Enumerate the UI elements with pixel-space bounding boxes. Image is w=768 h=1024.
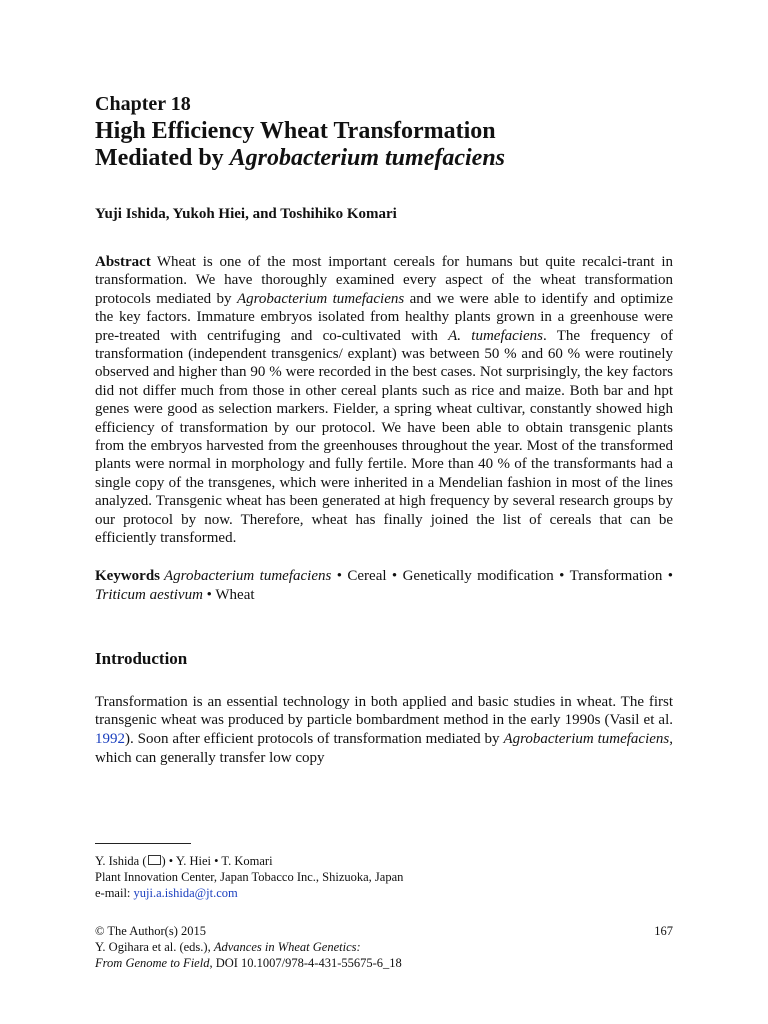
copyright: © The Author(s) 2015 (95, 924, 206, 938)
email-label: e-mail: (95, 886, 134, 900)
abstract-label: Abstract (95, 254, 151, 270)
page-content (95, 92, 673, 767)
footer-citation-line-1 (95, 939, 673, 955)
title-line-2 (95, 145, 673, 172)
footer-editors: Y. Ogihara et al. (eds.), (95, 940, 214, 954)
author-footnote (95, 853, 673, 901)
chapter-number: Chapter 18 (95, 93, 191, 115)
title-line-2-italic: Agrobacterium tumefaciens (229, 145, 506, 171)
intro-text-3: , which can generally transfer low copy (95, 730, 673, 766)
intro-text-1: Transformation is an essential technology in both applied and basic studies in wheat. The first transgenic wheat was produced by particle bombardment method in the early 1990s (Vasil et al. (95, 693, 673, 729)
footnote-affiliation: Plant Innovation Center, Japan Tobacco Inc., Shizuoka, Japan (95, 870, 404, 884)
section-heading-introduction: Introduction (95, 648, 188, 668)
intro-text-2: ). Soon after efficient protocols of transformation mediated by (125, 730, 504, 747)
footer-book-title-1: Advances in Wheat Genetics: (213, 940, 361, 954)
intro-italic-1: Agrobacterium tumefaciens (503, 730, 670, 747)
author-list: Yuji Ishida, Yukoh Hiei, and Toshihiko Komari (95, 206, 397, 222)
footer-doi: , DOI 10.1007/978-4-431-55675-6_18 (209, 956, 402, 970)
introduction-paragraph (95, 693, 673, 768)
email-link[interactable]: yuji.a.ishida@jt.com (133, 886, 238, 900)
footnote-author-rest: ) • Y. Hiei • T. Komari (161, 854, 273, 868)
abstract-text-1: Wheat is one of the most important cereals for humans but quite recalci-trant in transformation. We have thoroughly examined every aspect of the wheat transformation protocols mediated by (95, 254, 673, 307)
title-line-2-prefix: Mediated by (95, 145, 230, 171)
footer-row-1 (95, 923, 673, 939)
envelope-icon (148, 855, 161, 865)
footer-citation-line-2 (95, 955, 673, 971)
abstract-text-2: and we were able to identify and optimize the key factors. Immature embryos isolated from healthy plants grown in a greenhouse were pre-treated with centrifuging and co-cultivated with (95, 290, 673, 344)
keywords-label: Keywords (95, 567, 160, 584)
citation-link[interactable]: 1992 (95, 730, 125, 747)
title-line-1: High Efficiency Wheat Transformation (95, 118, 496, 144)
page-footer (95, 923, 673, 971)
keywords (95, 567, 673, 605)
footnote-email-line (95, 885, 673, 901)
footer-book-title-2: From Genome to Field (95, 956, 210, 970)
chapter-title (95, 118, 673, 172)
keyword-separator-1: • Cereal • Genetically modification • Transformation • (331, 567, 673, 584)
abstract (95, 253, 673, 548)
footnote-author-1: Y. Ishida ( (95, 854, 147, 868)
keyword-separator-2: • Wheat (202, 586, 255, 603)
abstract-italic-1: Agrobacterium tumefaciens (236, 290, 405, 307)
page-number: 167 (654, 924, 673, 938)
keyword-1: Agrobacterium tumefaciens (164, 567, 332, 584)
footnote-divider (95, 843, 191, 844)
abstract-italic-2: A. tumefaciens (448, 327, 543, 344)
footnote-authors (95, 853, 673, 869)
abstract-text-3: . The frequency of transformation (independent transgenics/ explant) was between 50 % and 60 % were routinely observed and higher than 90 % were recorded in the best cases. Not surprisingly, the key factors did not differ much from those in other cereal plants such as rice and maize. Both bar and hpt genes were good as selection markers. Fielder, a spring wheat cultivar, constantly showed high efficiency of transformation by our protocol. We have been able to obtain transgenic plants from the embryos harvested from the greenhouses throughout the year. Most of the transformed plants were normal in morphology and fully fertile. More than 40 % of the transformants had a single copy of the transgenes, which were inherited in a Mendelian fashion in most of the lines analyzed. Transgenic wheat has been generated at high frequency by several research groups by our protocol by now. Therefore, wheat has finally joined the list of cereals that can be efficiently transformed. (95, 327, 673, 547)
keyword-2: Triticum aestivum (95, 586, 203, 603)
